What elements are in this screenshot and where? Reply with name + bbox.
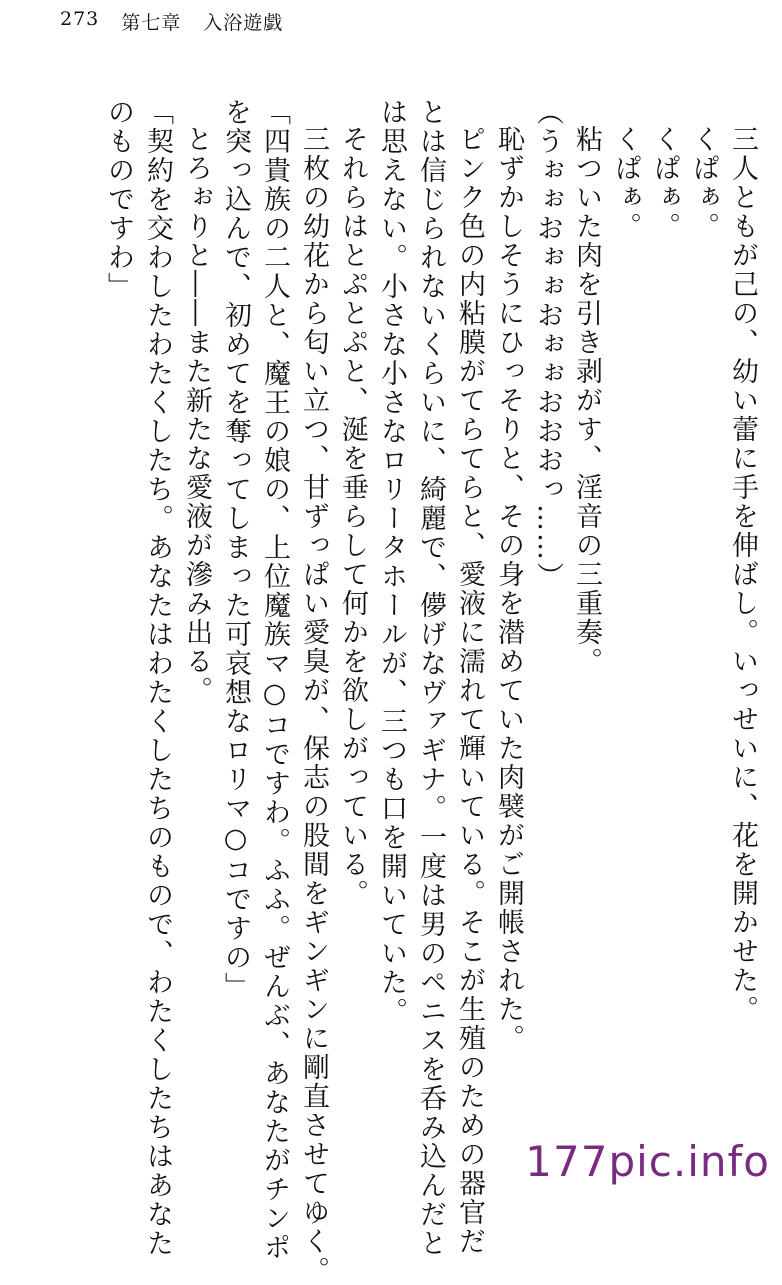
text-line: くぱぁ。	[649, 125, 680, 241]
text-line: それらはとぷとぷと、涎を垂らして何かを欲しがっている。	[337, 125, 368, 908]
text-line: のものですわ」	[103, 98, 134, 301]
text-line: 「契約を交わしたわたくしたち。あなたはわたくしたちのもので、わたくしたちはあなた	[142, 98, 173, 1258]
text-line: （うぉぉおぉぉおぉぉおおおっ……）	[532, 98, 563, 591]
text-line: とは信じられないくらいに、綺麗で、儚げなヴァギナ。一度は男のペニスを呑み込んだと	[415, 98, 446, 1258]
text-line: 恥ずかしそうにひっそりと、その身を潜めていた肉襞がご開帳された。	[493, 125, 524, 1053]
chapter-title: 入浴遊戯	[203, 12, 284, 34]
text-line: くぱぁ。	[610, 125, 641, 241]
page-number: 273	[60, 8, 100, 30]
text-line: 粘ついた肉を引き剥がす、淫音の三重奏。	[571, 125, 602, 676]
text-line: 「四貴族の二人と、魔王の娘の、上位魔族マ○コですわ。ふふ。ぜんぶ、あなたがチンポ	[259, 98, 290, 1262]
text-line: 三枚の幼花から匂い立つ、甘ずっぱい愛臭が、保志の股間をギンギンに剛直させてゆく。	[298, 125, 329, 1285]
text-line: は思えない。小さな小さなロリータホールが、三つも口を開いていた。	[376, 98, 407, 1026]
text-line: 三人ともが己の、幼い蕾に手を伸ばし。いっせいに、花を開かせた。	[727, 125, 758, 1024]
text-line: くぱぁ。	[688, 125, 719, 241]
text-line: ピンク色の内粘膜がてらてらと、愛液に濡れて輝いている。そこが生殖のための器官だ	[454, 125, 485, 1256]
chapter-label: 第七章	[121, 12, 182, 34]
text-line: を突っ込んで、初めてを奪ってしまった可哀想なロリマ○コですの」	[220, 98, 251, 1001]
text-line: とろぉりと――また新たな愛液が滲み出る。	[181, 125, 212, 705]
running-header	[60, 8, 283, 35]
watermark-text: 177pic.info	[525, 1137, 770, 1186]
